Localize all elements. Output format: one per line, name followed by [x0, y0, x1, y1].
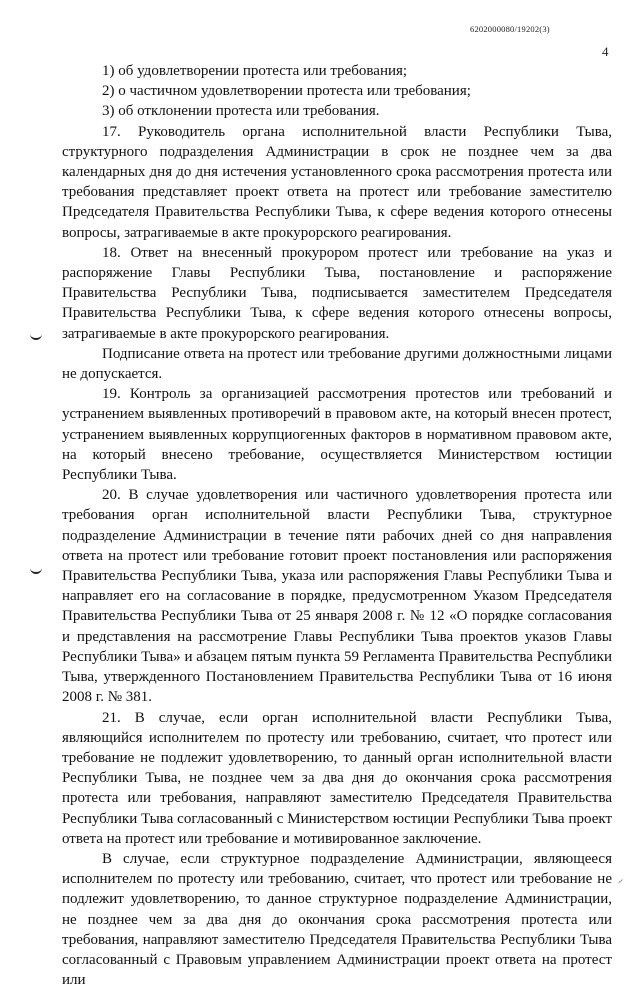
page-number: 4	[602, 44, 609, 59]
paragraph-21-structural-unit: В случае, если структурное подразделение Администрации, являющееся исполнителем по протесту или требованию, считает, что протест или требование не подлежит удовлетворению, то данное структурное подразделение Администрации, не позднее чем за два дня до окончания срока рассмотрения протеста или требования, направляют заместителю Председателя Правительства Республики Тыва согласованный с Правовым управлением Администрации проект ответа на протест или	[62, 850, 612, 989]
paragraph-18-signing: Подписание ответа на протест или требование другими должностными лицами не допускается.	[62, 345, 612, 383]
body-text	[62, 61, 612, 990]
list-item-1: 1) об удовлетворении протеста или требования;	[102, 63, 408, 79]
paragraph-21: 21. В случае, если орган исполнительной власти Республики Тыва, являющийся исполнителем по протесту или требованию, считает, что протест или требование не подлежит удовлетворению, то данный орган исполнительной власти Республики Тыва, не позднее чем за два дня до окончания срока рассмотрения протеста или требования, направляют заместителю Председателя Правительства Республики Тыва согласованный с Министерством юстиции Республики Тыва проект ответа на протест или требование и мотивированное заключение.	[62, 709, 612, 847]
list-item-2: 2) о частичном удовлетворении протеста или требования;	[102, 83, 471, 100]
paragraph-18: 18. Ответ на внесенный прокурором протест или требование на указ и распоряжение Главы Республики Тыва, постановление и распоряжение Правительства Республики Тыва, подписывается заместителем Председателя Правительства Республики Тыва, к сфере ведения которого отнесены вопросы, затрагиваемые в акте прокурорского реагирования.	[62, 244, 612, 342]
paragraph-19: 19. Контроль за организацией рассмотрения протестов или требований и устранением выявленных противоречий в правовом акте, на который внесен протест, устранением выявленных коррупциогенных факторов в нормативном правовом акте, на который внесено требование, осуществляется Министерством юстиции Республики Тыва.	[62, 386, 612, 484]
paragraph-17: 17. Руководитель органа исполнительной власти Республики Тыва, структурного подразделения Администрации в срок не позднее чем за два календарных дня до дня истечения установленного срока рассмотрения протеста или требования представляет проект ответа на протест или требование заместителю Председателя Правительства Республики Тыва, к сфере ведения которого отнесены вопросы, затрагиваемые в акте прокурорского реагирования.	[62, 123, 612, 241]
document-code: 6202000080/19202(3)	[470, 24, 550, 34]
margin-mark	[30, 566, 42, 574]
paragraph-20: 20. В случае удовлетворения или частичного удовлетворения протеста или требования орган исполнительной власти Республики Тыва, структурное подразделение Администрации в течение пяти рабочих дней со дня направления ответа на протест или требование готовит проект постановления или распоряжения Правительства Республики Тыва, указа или распоряжения Главы Республики Тыва и направляет его на согласование в порядке, предусмотренном Указом Председателя Правительства Республики Тыва от 25 января 2008 г. № 12 «О порядке согласования и представления на рассмотрение Главы Республики Тыва проектов указов Главы Республики Тыва» и абзацем пятым пункта 59 Регламента Правительства Республики Тыва, утвержденного Постановлением Правительства Республики Тыва от 16 июня 2008 г. № 381.	[62, 487, 612, 706]
corner-scribble: ∼	[614, 874, 627, 888]
list-item-3: 3) об отклонении протеста или требования.	[102, 103, 380, 120]
margin-mark	[30, 332, 42, 340]
